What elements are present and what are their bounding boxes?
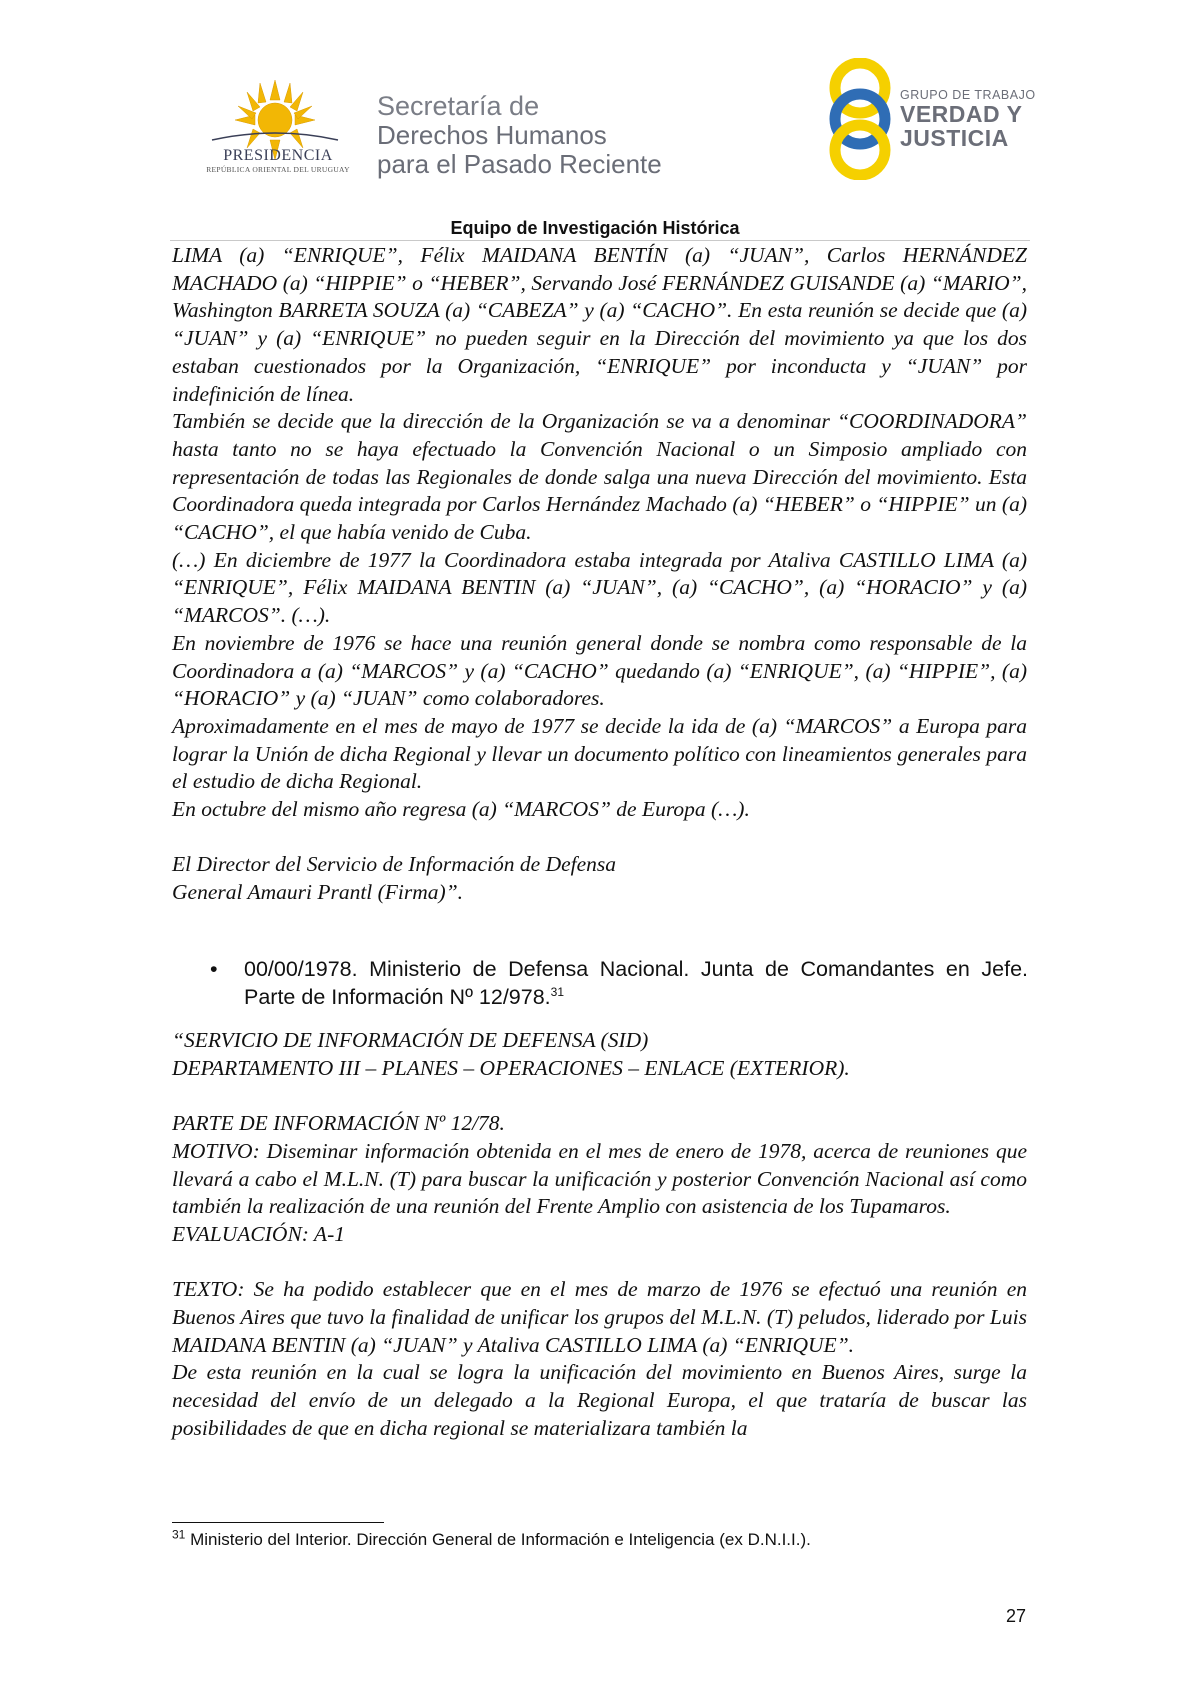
grupo-trabajo-rings-logo — [820, 58, 900, 180]
paragraph: Aproximadamente en el mes de mayo de 1977 se decide la ida de (a) “MARCOS” a Europa para lograr la Unión de dicha Regional y llevar un documento político con lineamientos generales para el estudio de dicha Regional. — [172, 713, 1027, 794]
bullet-dot-icon: • — [210, 957, 218, 981]
secretaria-line2: Derechos Humanos — [377, 120, 607, 150]
verdad-label: VERDAD Y — [900, 101, 1023, 127]
page-number: 27 — [1006, 1606, 1027, 1626]
section-line: PARTE DE INFORMACIÓN Nº 12/78. — [172, 1111, 505, 1136]
secretaria-logo-text — [377, 92, 662, 179]
paragraph: (…) En diciembre de 1977 la Coordinadora estaba integrada por Ataliva CASTILLO LIMA (a) “ENRIQUE”, Félix MAIDANA BENTIN (a) “JUAN”, (a) “CACHO”, (a) “HORACIO” y (a) “MARCOS”. (…). — [172, 547, 1027, 628]
document-body-block2 — [172, 1027, 1027, 1443]
header-divider — [170, 240, 1030, 241]
paragraph: En octubre del mismo año regresa (a) “MARCOS” de Europa (…). — [172, 797, 750, 822]
footnote-reference[interactable]: 31 — [550, 984, 564, 999]
republica-subtitle: REPÚBLICA ORIENTAL DEL URUGUAY — [206, 165, 350, 174]
justicia-label: JUSTICIA — [900, 125, 1009, 151]
paragraph: También se decide que la dirección de la Organización se va a denominar “COORDINADORA” hasta tanto no se haya efectuado la Convención Nacional o un Simposio ampliado con representación de todas las Regionales de donde salga una nueva Dirección del movimiento. Esta Coordinadora queda integrada por Carlos Hernández Machado (a) “HEBER” o “HIPPIE” un (a) “CACHO”, el que había venido de Cuba. — [172, 409, 1027, 545]
paragraph: TEXTO: Se ha podido establecer que en el mes de marzo de 1976 se efectuó una reunión en Buenos Aires que tuvo la finalidad de unificar los grupos del M.L.N. (T) peludos, liderado por Luis MAIDANA BENTIN (a) “JUAN” y Ataliva CASTILLO LIMA (a) “ENRIQUE”. — [172, 1277, 1027, 1357]
footnote — [172, 1527, 811, 1550]
grupo-trabajo-logo-text — [900, 88, 1036, 150]
document-body-block1 — [172, 242, 1027, 907]
paragraph: MOTIVO: Diseminar información obtenida en el mes de enero de 1978, acerca de reuniones que llevará a cabo el M.L.N. (T) para buscar la unificación y posterior Convención Nacional así como también la realización de una reunión del Frente Amplio con asistencia de los Tupamaros. — [172, 1138, 1027, 1219]
header-equipo-title: Equipo de Investigación Histórica — [450, 218, 740, 238]
secretaria-line3: para el Pasado Reciente — [377, 149, 662, 179]
secretaria-line1: Secretaría de — [377, 91, 540, 121]
signature-line: El Director del Servicio de Información de Defensa — [172, 852, 617, 877]
presidencia-wordmark: PRESIDENCIA — [223, 147, 333, 164]
footnote-separator — [172, 1522, 384, 1523]
section-line: DEPARTAMENTO III – PLANES – OPERACIONES – ENLACE (EXTERIOR). — [172, 1055, 850, 1080]
paragraph: LIMA (a) “ENRIQUE”, Félix MAIDANA BENTÍN (a) “JUAN”, Carlos HERNÁNDEZ MACHADO (a) “HIPPIE” o “HEBER”, Servando José FERNÁNDEZ GUISANDE (a) “MARIO”, Washington BARRETA SOUZA (a) “CABEZA” y (a) “CACHO”. En esta reunión se decide que (a) “JUAN” y (a) “ENRIQUE” no pueden seguir en la Dirección del movimiento ya que los dos estaban cuestionados por la Organización, “ENRIQUE” por inconducta y “JUAN” por indefinición de línea. — [172, 243, 1027, 406]
section-line: “SERVICIO DE INFORMACIÓN DE DEFENSA (SID) — [172, 1028, 649, 1052]
signature-line: General Amauri Prantl (Firma)”. — [172, 880, 464, 905]
grupo-trabajo-label: GRUPO DE TRABAJO — [900, 88, 1036, 102]
bullet-text: 00/00/1978. Ministerio de Defensa Nacional. Junta de Comandantes en Jefe. Parte de Información Nº 12/978. — [244, 957, 1028, 1009]
paragraph: En noviembre de 1976 se hace una reunión general donde se nombra como responsable de la Coordinadora a (a) “MARCOS” y (a) “CACHO” quedando (a) “ENRIQUE”, (a) “HIPPIE”, (a) “HORACIO” y (a) “JUAN” como colaboradores. — [172, 630, 1027, 711]
paragraph: EVALUACIÓN: A-1 — [172, 1221, 345, 1246]
footnote-number: 31 — [172, 1527, 186, 1542]
footnote-text: Ministerio del Interior. Dirección General de Información e Inteligencia (ex D.N.I.I.). — [185, 1530, 811, 1549]
bullet-item — [210, 955, 1028, 1011]
paragraph: De esta reunión en la cual se logra la unificación del movimiento en Buenos Aires, surge la necesidad del envío de un delegado a la Regional Europa, el que trataría de buscar las posibilidades de que en dicha regional se materializara también la — [172, 1360, 1027, 1440]
